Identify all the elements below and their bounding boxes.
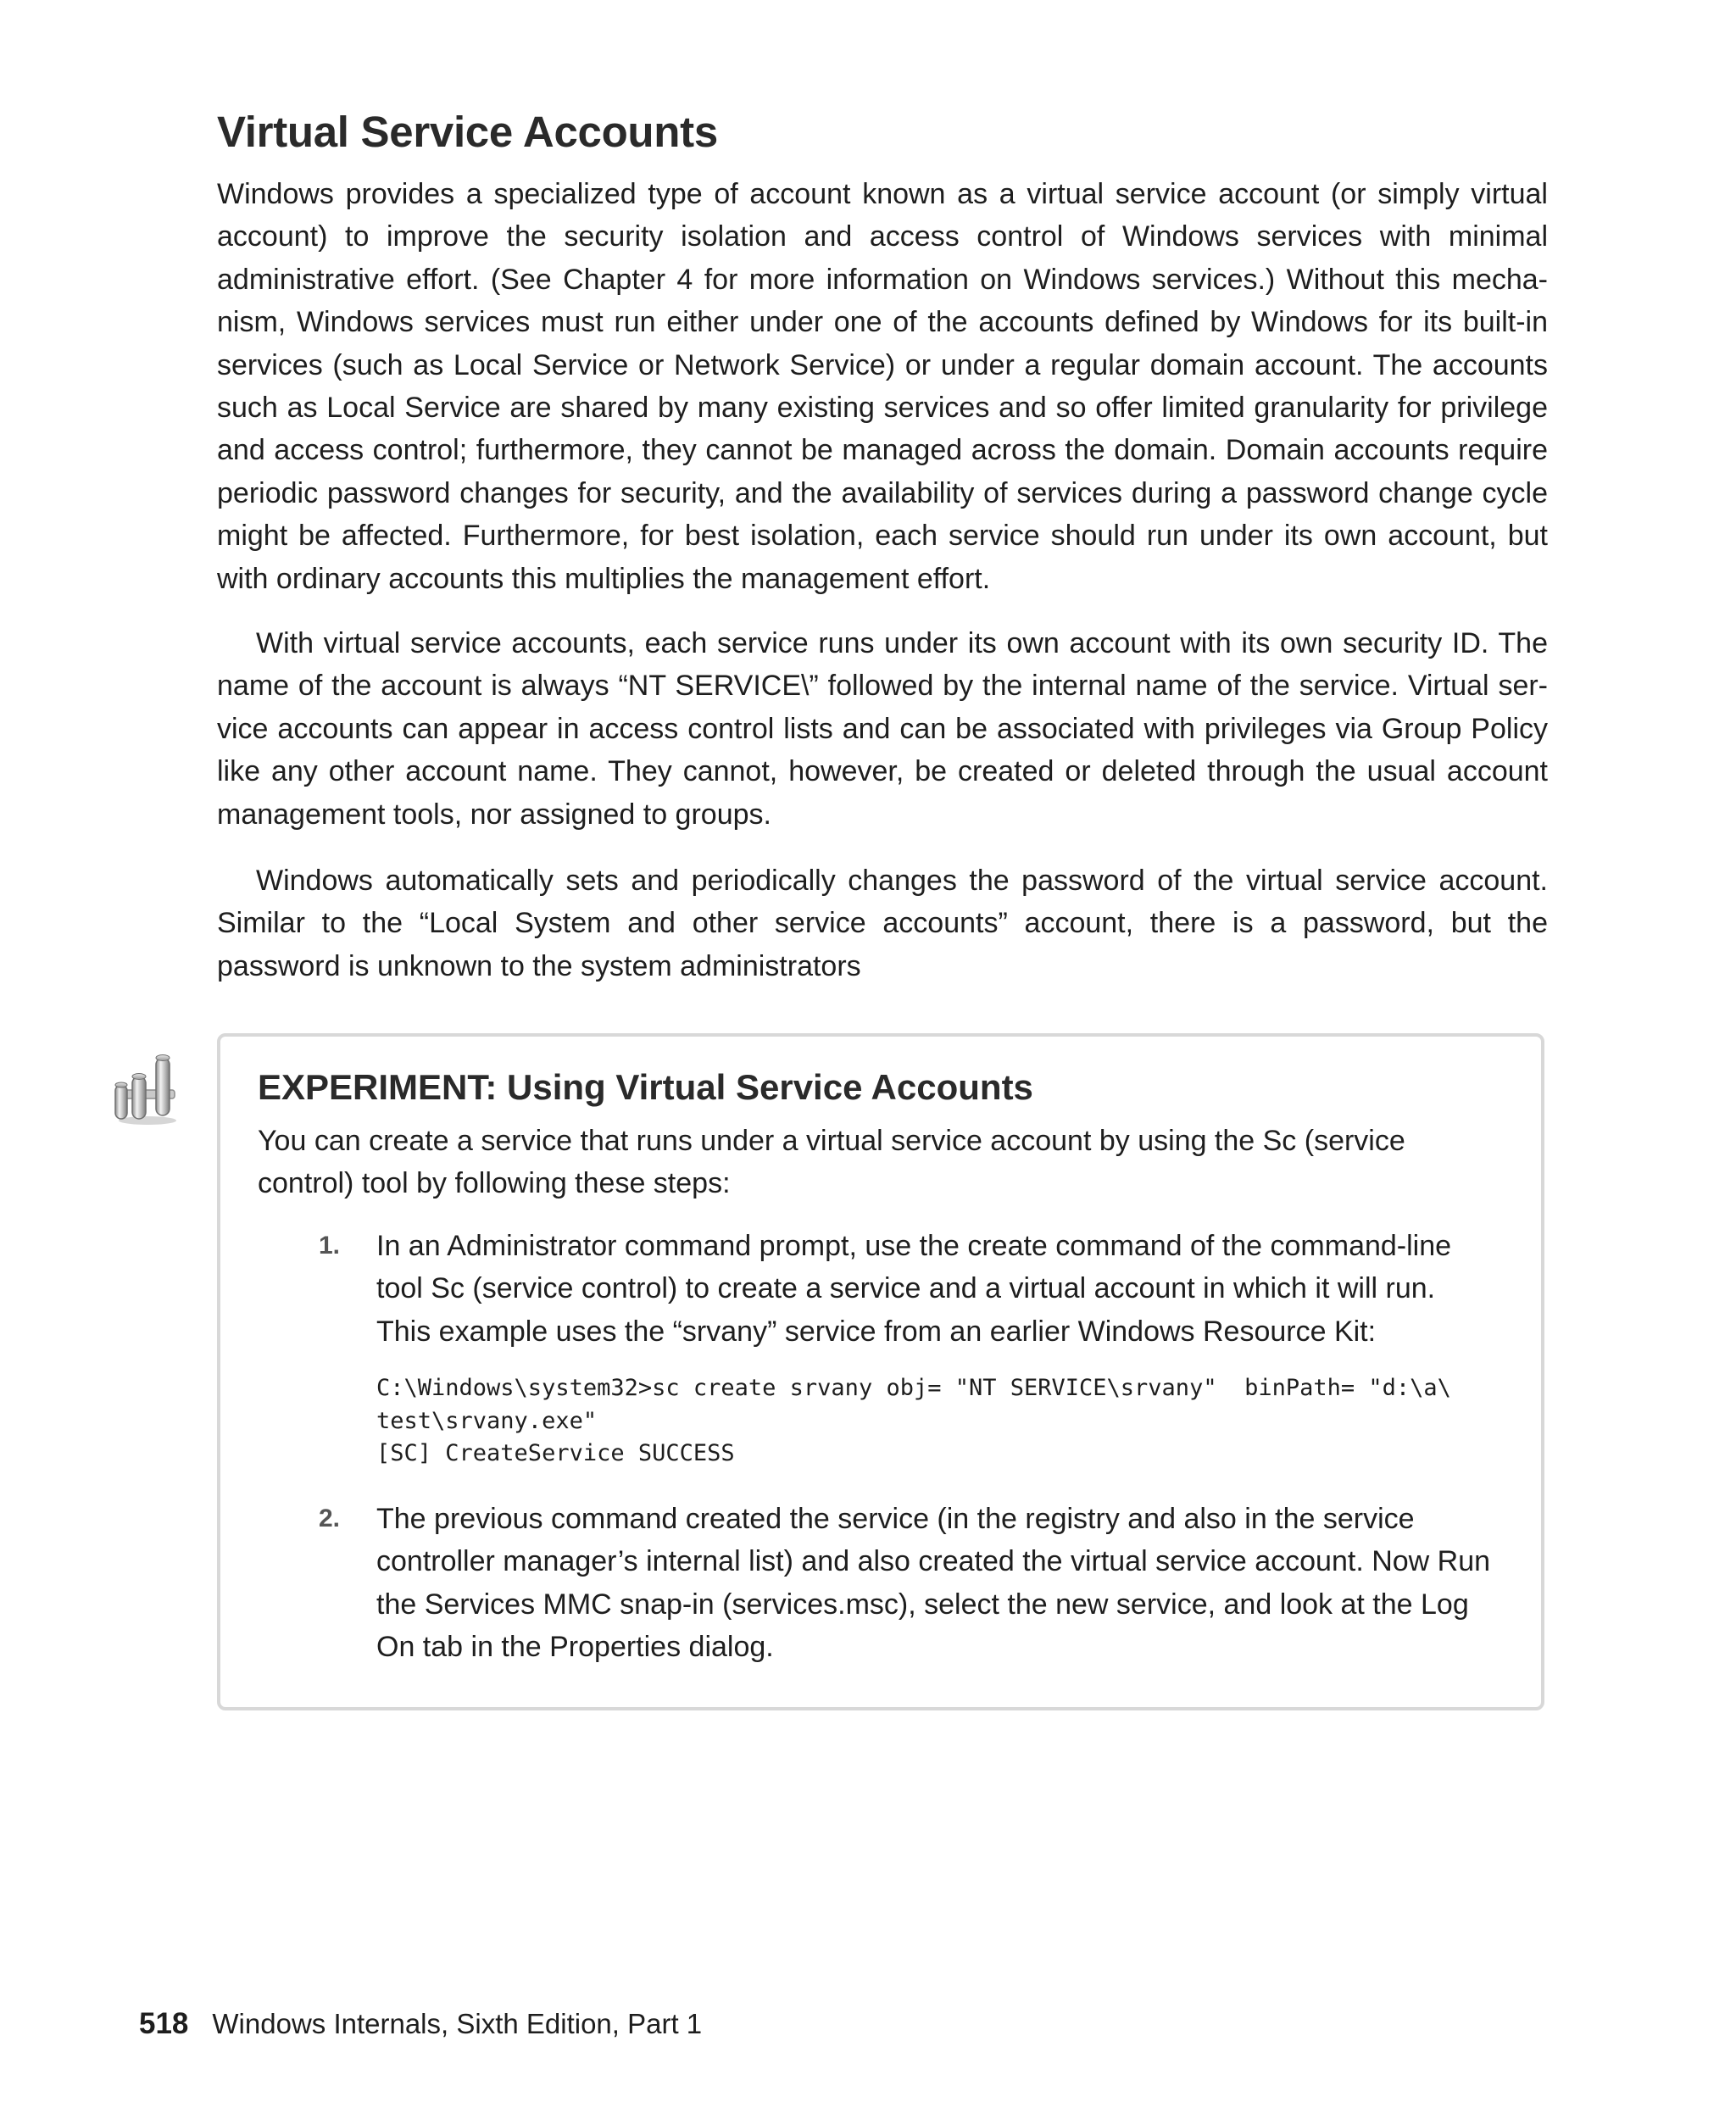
step-text: In an Administrator command prompt, use the create command of the command-line tool Sc (service control) to create a service and a virtual account in which it will run. This example uses the “srvany” service from an earlier Windows Resource Kit: [376,1230,1452,1348]
experiment-intro: You can create a service that runs under a virtual service account by using the Sc (service control) tool by following these steps: [258,1125,1405,1200]
test-tubes-icon [110,1051,183,1127]
page-number: 518 [139,2007,189,2040]
experiment-title: EXPERIMENT: Using Virtual Service Accounts [258,1067,1033,1107]
body-paragraph-1: Windows provides a specialized type of account known as a virtual service account (or simply virtual account) to improve the security isolation and access control of Windows services with minimal administrative effort. (See Chapter 4 for more information on Windows services.) Without this mechanism, Windows services must run either under one of the accounts defined by Windows for its built-in services (such as Local Service or Network Service) or under a regular domain account. The accounts such as Local Service are shared by many existing services and so offer limited granularity for privilege and access control; furthermore, they cannot be managed across the domain. Domain accounts require periodic password changes for security, and the availability of services during a password change cycle might be affected. Furthermore, for best isolation, each service should run under its own account, but with ordinary accounts this multiplies the management effort. [217,178,1548,595]
step-number: 1. [319,1232,341,1260]
page-footer [139,2007,702,2041]
body-paragraph-2: With virtual service accounts, each service runs under its own account with its own security ID. The name of the account is always “NT SERVICE\” followed by the internal name of the service. Virtual service accounts can appear in access control lists and can be associated with privileges via Group Policy like any other account name. They cannot, however, be created or deleted through the usual account management tools, nor assigned to groups. [217,627,1548,831]
body-paragraph-3: Windows automatically sets and periodically changes the password of the virtual service account. Similar to the “Local System and other service accounts” account, there is a password, but the password is unknown to the system administrators [217,865,1548,982]
step-text: The previous command created the service (in the registry and also in the service controller manager’s internal list) and also created the virtual service account. Now Run the Services MMC snap-in (services.msc), select the new service, and look at the Log On tab in the Properties dialog. [376,1503,1491,1664]
section-title: Virtual Service Accounts [217,108,718,156]
running-footer-title: Windows Internals, Sixth Edition, Part 1 [212,2008,703,2039]
code-listing: C:\Windows\system32>sc create srvany obj= "NT SERVICE\srvany" binPath= "d:\a\ test\srvany.exe" [SC] CreateService SUCCESS [376,1375,1451,1466]
step-number: 2. [319,1504,341,1532]
experiment-sidebar [217,1033,1544,1710]
